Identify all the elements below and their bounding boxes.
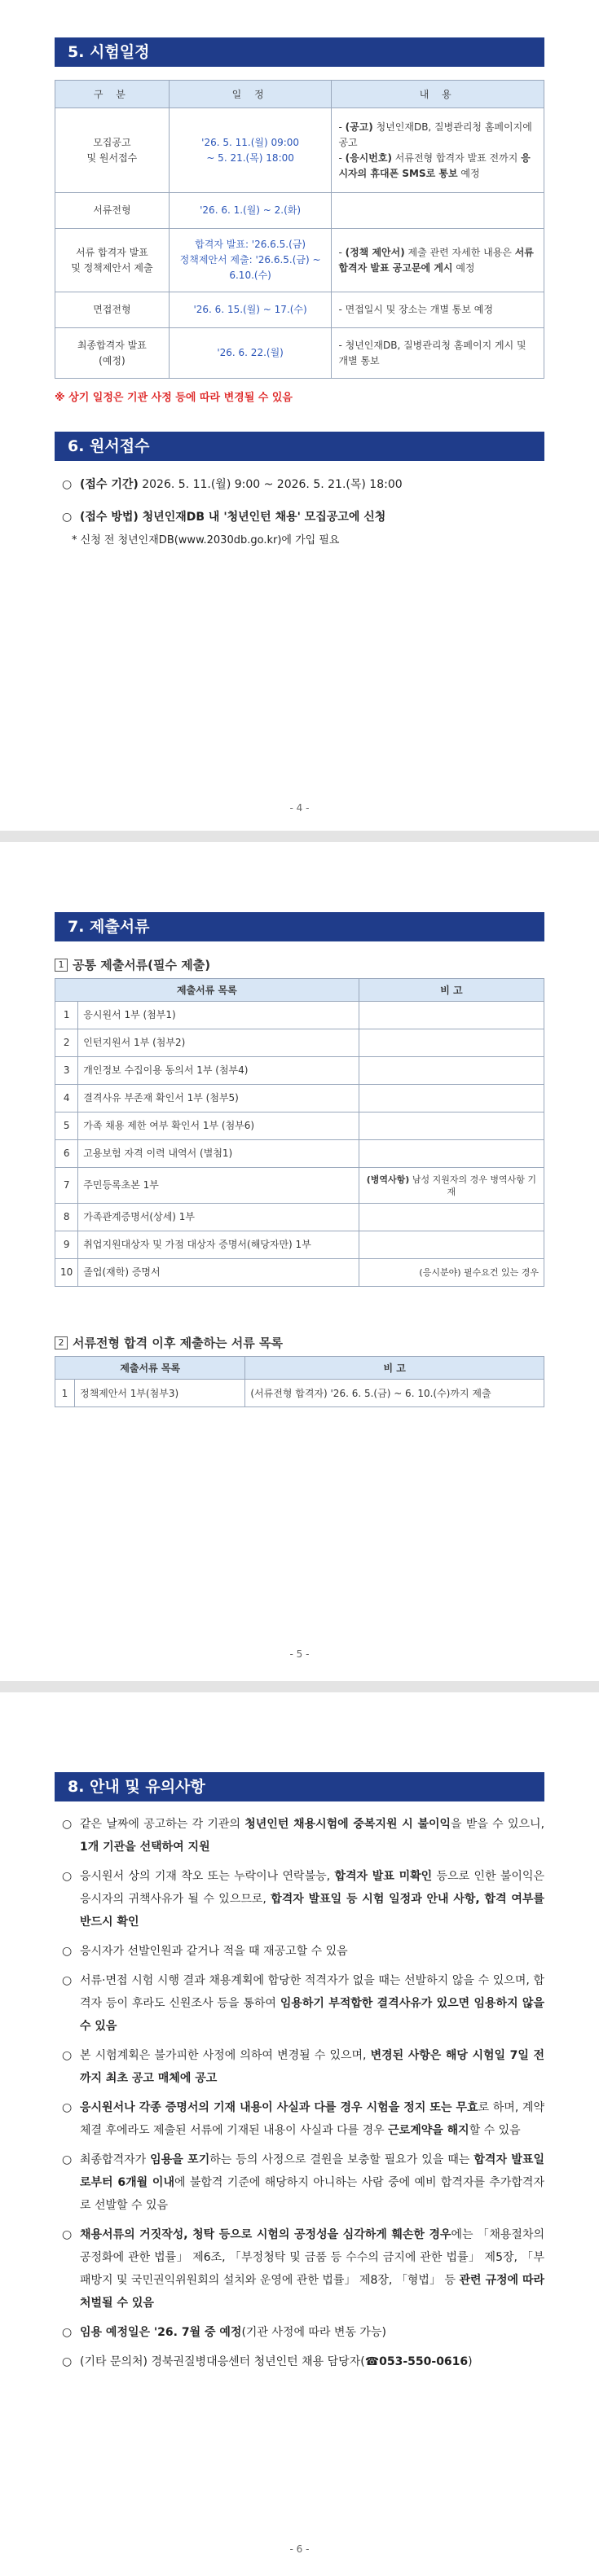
table-row [55,1204,544,1231]
table-row [55,1057,544,1085]
schedule-date: '26. 6. 1.(월) ~ 2.(화) [169,193,332,229]
notice-plain: 에는 「채용절차의 공정화에 관한 법률」 제6조, 「부정청탁 및 금품 등 수수의 금지에 관한 법률」 제5장, 「부패방지 및 국민권익위원회의 설치와 운영에 관한 법률」 제8장, 「형법」 등 [80,2228,545,2287]
schedule-row [55,229,544,292]
notice-bold: 임용 예정일은 '26. 7월 중 예정 [80,2326,242,2339]
notice-item [62,2044,544,2090]
page-4 [0,0,599,831]
docs-header-row [55,1357,544,1380]
notice-plain: 같은 날짜에 공고하는 각 기관의 [80,1818,245,1831]
schedule-row [55,193,544,229]
schedule-date: '26. 6. 15.(월) ~ 17.(수) [169,292,332,328]
notice-plain: 서류·면접 시험 시행 결과 채용계획에 합당한 적격자가 없을 때는 선발하지 않을 수 있으며, 합격자 등이 후라도 신원조사 등을 통하여 [80,1974,544,2010]
row-number: 5 [55,1112,78,1140]
doc-remark [359,1057,544,1085]
bullet-icon: ○ [62,2355,73,2368]
page-separator [0,831,599,842]
notice-plain: 에 불합격 기준에 해당하지 아니하는 사람 중에 예비 합격자를 추가합격자로 선발할 수 있음 [80,2176,544,2212]
apply-method-label: (접수 방법) [80,511,139,524]
schedule-date-text: 합격자 발표: '26.6.5.(금) 정책제안서 제출: '26.6.5.(금) ~ 6.10.(수) [179,239,321,281]
notice-bold: ☎053-550-0616 [364,2355,469,2368]
row-number: 6 [55,1140,78,1168]
schedule-content: - (정책 제안서) 제출 관련 자세한 내용은 서류 합격자 발표 공고문에 게시 예정 [332,229,544,292]
schedule-content: - 면접일시 및 장소는 개별 통보 예정 [332,292,544,328]
notice-plain: 로 하며, 계약체결 후에라도 제출된 서류에 기재된 내용이 사실과 다를 경우 [80,2101,544,2137]
after-docs-table [55,1356,544,1407]
notice-bold: 합격자 발표일 등 시험 일정과 안내 사항, 합격 여부를 반드시 확인 [80,1893,544,1929]
bullet-icon: ○ [62,1818,73,1831]
schedule-row [55,292,544,328]
notice-bold: 응시원서나 각종 증명서의 기재 내용이 사실과 다를 경우 시험을 정지 또는 무효 [80,2101,478,2114]
table-row [55,1380,544,1407]
doc-remark [359,1168,544,1204]
table-row [55,1085,544,1112]
notice-bold: 변경된 사항은 해당 시험일 7일 전까지 최초 공고 매체에 공고 [80,2049,544,2085]
schedule-date: '26. 6. 22.(월) [169,328,332,379]
doc-name: 취업지원대상자 및 가점 대상자 증명서(해당자만) 1부 [78,1231,359,1259]
doc-remark [359,1085,544,1112]
doc-name: 인턴지원서 1부 (첨부2) [78,1029,359,1057]
notice-plain: 을 받을 수 있으니, [451,1818,545,1831]
row-number: 1 [55,1380,75,1407]
notice-plain: ) [468,2355,473,2368]
bullet-icon: ○ [62,2101,73,2114]
notice-plain: (기타 문의처) 경북권질병대응센터 청년인턴 채용 담당자( [80,2355,365,2368]
page-number: - 4 - [289,802,310,814]
doc-remark [359,1112,544,1140]
bullet-icon: ○ [62,2326,73,2339]
row-number: 10 [55,1259,78,1287]
common-docs-title [55,956,599,973]
doc-name: 고용보험 자격 이력 내역서 (별첨1) [78,1140,359,1168]
notice-bold: 근로계약을 해지 [388,2124,469,2137]
table-row [55,1002,544,1029]
bullet-icon: ○ [62,2153,73,2166]
apply-period [62,472,544,497]
content-bold: 응시자의 휴대폰 SMS로 통보 [338,151,531,179]
row-number: 1 [55,1002,78,1029]
doc-remark: (서류전형 합격자) '26. 6. 5.(금) ~ 6. 10.(수)까지 제출 [245,1380,544,1407]
notice-item [62,2321,544,2344]
notice-text [80,1813,544,1858]
page-separator [0,1681,599,1692]
schedule-date [169,108,332,193]
table-row [55,1168,544,1204]
doc-remark [359,1002,544,1029]
row-number: 3 [55,1057,78,1085]
notice-plain: 본 시험계획은 불가피한 사정에 의하여 변경될 수 있으며, [80,2049,371,2062]
schedule-header-date: 일 정 [169,81,332,108]
section-8-title: 8. 안내 및 유의사항 [55,1772,544,1801]
row-number: 8 [55,1204,78,1231]
notice-item [62,2096,544,2142]
apply-note: * 신청 전 청년인재DB(www.2030db.go.kr)에 가입 필요 [72,534,340,546]
box-number: 1 [55,959,68,972]
page-number: - 5 - [289,1648,310,1660]
notice-bold: 채용서류의 거짓작성, 청탁 등으로 시험의 공정성을 심각하게 훼손한 경우 [80,2228,451,2241]
common-docs-table [55,978,544,1287]
page-number: - 6 - [289,2543,310,2555]
section-5-title: 5. 시험일정 [55,37,544,67]
notice-text [80,2350,544,2373]
notice-bold: 청년인턴 채용시험에 중복지원 시 불이익 [244,1818,451,1831]
notice-text [80,1940,544,1963]
docs-header-row [55,979,544,1002]
doc-remark [359,1029,544,1057]
table-row [55,1259,544,1287]
schedule-category-text: 모집공고 및 원서접수 [86,136,138,164]
doc-name: 졸업(재학) 증명서 [78,1259,359,1287]
notice-text [80,2223,544,2315]
box-number: 2 [55,1336,68,1349]
notice-text [80,2148,544,2217]
apply-period-label: (접수 기간) [80,478,139,491]
apply-period-text [80,472,403,497]
notice-list [0,1813,599,2373]
table-row [55,1231,544,1259]
content-text: 예정 [452,261,475,274]
row-number: 2 [55,1029,78,1057]
doc-name: 응시원서 1부 (첨부1) [78,1002,359,1029]
doc-remark [359,1204,544,1231]
docs-header-list: 제출서류 목록 [55,979,359,1002]
notice-item [62,2223,544,2315]
notice-item [62,1969,544,2038]
notice-bold: 합격자 발표 미확인 [334,1870,433,1883]
docs-header-list: 제출서류 목록 [55,1357,245,1380]
schedule-header-row [55,81,544,108]
doc-name: 개인정보 수집이용 동의서 1부 (첨부4) [78,1057,359,1085]
content-text: 서류전형 합격자 발표 전까지 [391,151,522,164]
after-docs-title-text: 서류전형 합격 이후 제출하는 서류 목록 [73,1336,283,1350]
notice-bold: 관련 규정에 따라 처벌될 수 있음 [80,2274,544,2310]
notice-item [62,2148,544,2217]
doc-remark [359,1140,544,1168]
notice-plain: 할 수 있음 [469,2124,521,2137]
bullet-icon: ○ [62,1974,73,1987]
doc-name: 결격사유 부존재 확인서 1부 (첨부5) [78,1085,359,1112]
notice-text [80,2096,544,2142]
table-row [55,1140,544,1168]
schedule-table [55,80,544,379]
doc-remark [359,1231,544,1259]
common-docs-title-text: 공통 제출서류(필수 제출) [73,958,211,972]
notice-plain: 하는 등의 사정으로 결원을 보충할 필요가 있을 때는 [209,2153,474,2166]
bullet-icon: ○ [62,511,73,524]
schedule-content [332,193,544,229]
notice-text [80,1969,544,2038]
schedule-header-content: 내 용 [332,81,544,108]
docs-header-remark: 비 고 [245,1357,544,1380]
notice-plain: 응시원서 상의 기재 착오 또는 누락이나 연락불능, [80,1870,335,1883]
schedule-category: 서류전형 [55,193,170,229]
page-6 [0,1692,599,2576]
remark-bold: (병역사항) [366,1174,410,1185]
after-docs-title [55,1334,599,1351]
schedule-content [332,108,544,193]
schedule-date [169,229,332,292]
page-5 [0,842,599,1681]
content-bold: (공고) [345,121,373,133]
notice-plain: 응시자가 선발인원과 같거나 적을 때 재공고할 수 있음 [80,1945,348,1958]
remark-text: 남성 지원자의 경우 병역사항 기재 [409,1174,536,1197]
bullet-icon: ○ [62,2228,73,2241]
notice-bold: 1개 기관을 선택하여 지원 [80,1841,210,1854]
content-bold: (응시번호) [345,151,392,164]
schedule-category [55,328,170,379]
notice-item [62,2350,544,2373]
row-number: 4 [55,1085,78,1112]
apply-method-text [80,505,385,529]
schedule-content: - 청년인재DB, 질병관리청 홈페이지 게시 및 개별 통보 [332,328,544,379]
notice-plain: 등으로 인한 불이익은 응시자의 귀책사유가 될 수 있으므로, [80,1870,544,1906]
schedule-header-category: 구 분 [55,81,170,108]
bullet-icon: ○ [62,478,73,491]
content-text: 제출 관련 자세한 내용은 [404,246,515,258]
doc-name: 가족관계증명서(상세) 1부 [78,1204,359,1231]
section-6-title: 6. 원서접수 [55,432,544,461]
notice-bold: 임용을 포기 [150,2153,210,2166]
notice-plain: 최종합격자가 [80,2153,151,2166]
bullet-icon: ○ [62,2049,73,2062]
apply-method-value: 청년인재DB 내 '청년인턴 채용' 모집공고에 신청 [138,511,386,524]
schedule-content-line: - (응시번호) 서류전형 합격자 발표 전까지 응시자의 휴대폰 SMS로 통보 예정 [338,151,531,179]
row-number: 7 [55,1168,78,1204]
notice-text [80,2321,544,2344]
notice-bold: 합격자 발표일로부터 6개월 이내 [80,2153,544,2189]
doc-name: 가족 채용 제한 여부 확인서 1부 (첨부6) [78,1112,359,1140]
doc-remark: (응시분야) 필수요건 있는 경우 [359,1259,544,1287]
row-number: 9 [55,1231,78,1259]
content-text: 예정 [457,167,480,179]
notice-text [80,2044,544,2090]
content-bold: 서류 합격자 발표 공고문에 게시 [338,246,534,274]
schedule-category [55,108,170,193]
notice-plain: (기관 사정에 따라 변동 가능) [241,2326,386,2339]
notice-bold: 임용하기 부적합한 결격사유가 있으면 임용하지 않을 수 있음 [80,1997,544,2033]
apply-period-value: 2026. 5. 11.(월) 9:00 ~ 2026. 5. 21.(목) 18:00 [138,478,403,491]
schedule-date-text: '26. 5. 11.(월) 09:00 ~ 5. 21.(목) 18:00 [201,136,300,164]
table-row [55,1029,544,1057]
notice-item [62,1813,544,1858]
doc-name: 주민등록초본 1부 [78,1168,359,1204]
schedule-category [55,229,170,292]
apply-method [62,505,544,529]
bullet-icon: ○ [62,1945,73,1958]
section-7-title: 7. 제출서류 [55,912,544,941]
schedule-row [55,328,544,379]
schedule-row [55,108,544,193]
notice-item [62,1940,544,1963]
notice-text [80,1865,544,1933]
schedule-content-line: - (공고) 청년인재DB, 질병관리청 홈페이지에 공고 [338,121,532,148]
schedule-category-text: 서류 합격자 발표 및 정책제안서 제출 [71,246,153,274]
schedule-category-text: 최종합격자 발표 (예정) [77,339,147,366]
content-text: 청년인재DB, 질병관리청 홈페이지에 공고 [338,121,532,148]
schedule-change-note: ※ 상기 일정은 기관 사정 등에 따라 변경될 수 있음 [55,392,293,404]
content-bold: (정책 제안서) [345,246,405,258]
bullet-icon: ○ [62,1870,73,1883]
schedule-category: 면접전형 [55,292,170,328]
doc-name: 정책제안서 1부(첨부3) [75,1380,245,1407]
notice-item [62,1865,544,1933]
table-row [55,1112,544,1140]
docs-header-remark: 비 고 [359,979,544,1002]
